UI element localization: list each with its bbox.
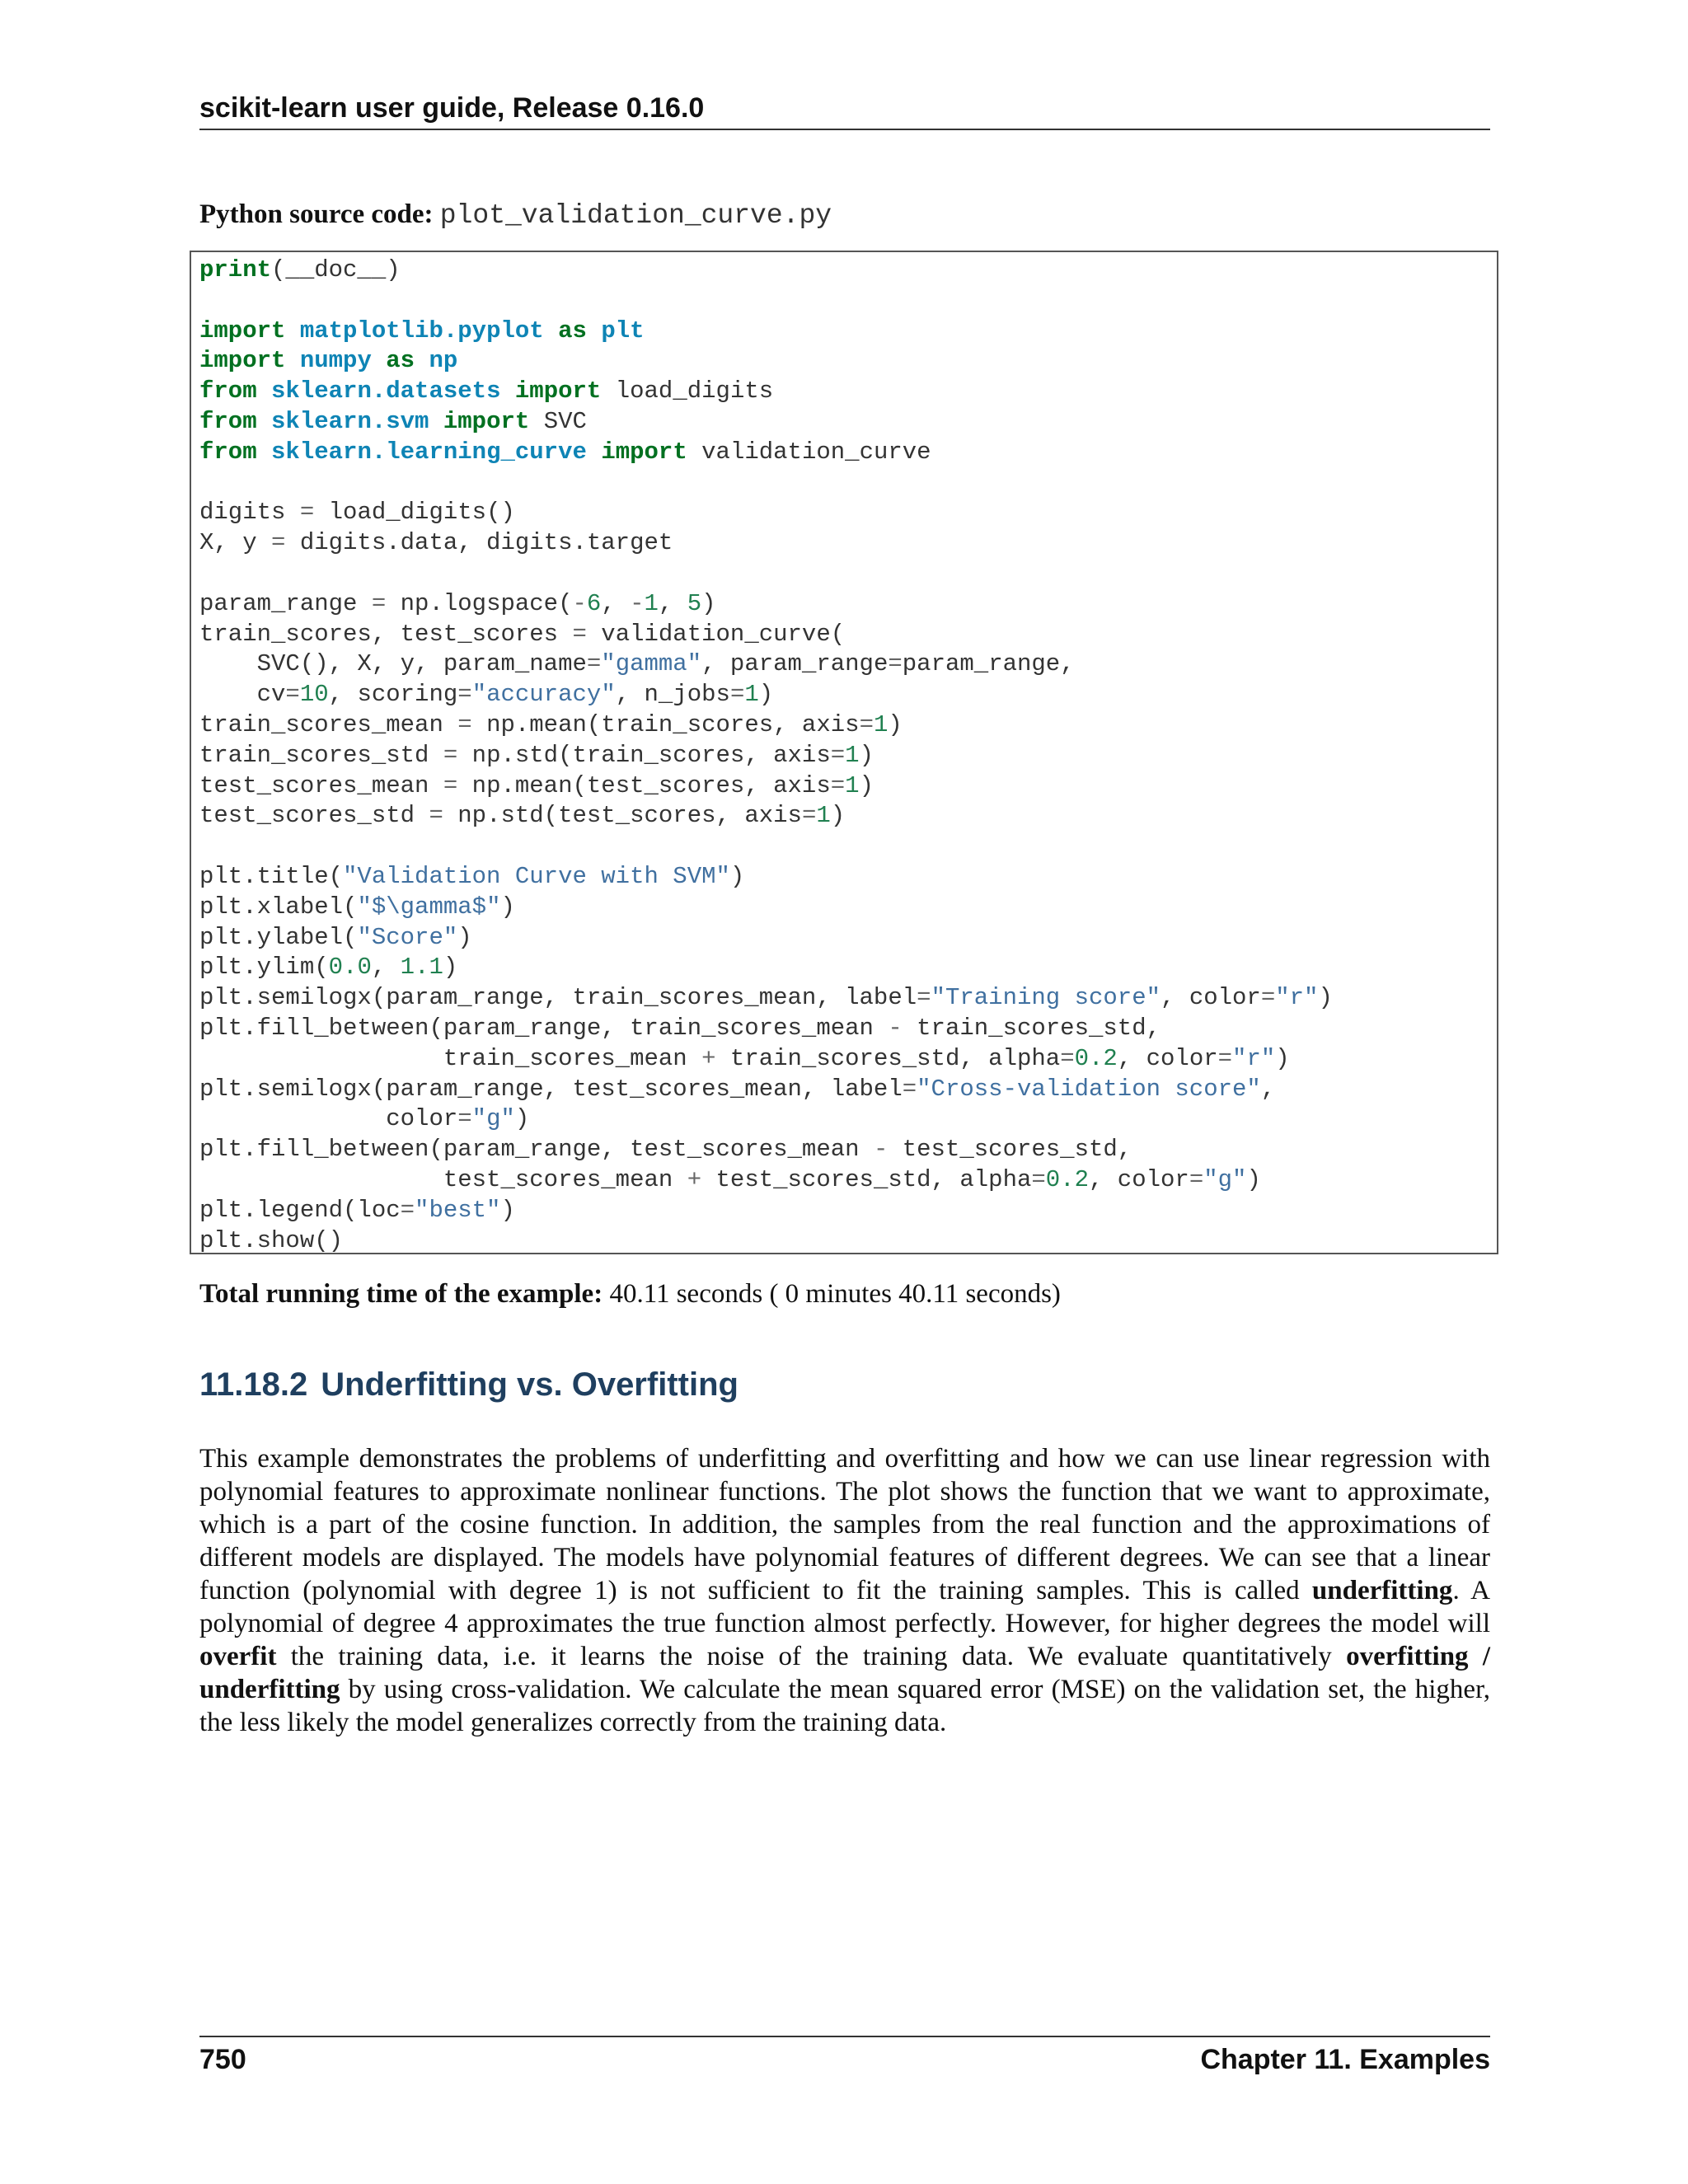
code-line: plt.semilogx(param_range, train_scores_mean, label="Training score", color="r"): [199, 984, 1333, 1012]
running-time: [199, 1279, 1061, 1310]
code-line: plt.ylim(0.0, 1.1): [199, 954, 458, 982]
footer-rule: [199, 2036, 1490, 2037]
code-line: digits = load_digits(): [199, 499, 515, 527]
code-line: test_scores_mean = np.mean(test_scores, axis=1): [199, 771, 874, 799]
code-line: plt.fill_between(param_range, train_scores_mean - train_scores_std,: [199, 1014, 1161, 1042]
page-number: 750: [199, 2044, 246, 2075]
code-line: plt.title("Validation Curve with SVM"): [199, 862, 745, 890]
code-line: X, y = digits.data, digits.target: [199, 529, 673, 557]
code-line: train_scores_std = np.std(train_scores, axis=1): [199, 741, 874, 769]
code-block: [199, 255, 1333, 1256]
code-line: from sklearn.learning_curve import validation_curve: [199, 438, 931, 466]
running-time-label: Total running time of the example:: [199, 1279, 603, 1309]
source-code-label: [199, 199, 832, 231]
running-header: scikit-learn user guide, Release 0.16.0: [199, 92, 705, 124]
source-filename: plot_validation_curve.py: [439, 200, 832, 231]
code-line: SVC(), X, y, param_name="gamma", param_range=param_range,: [199, 650, 1075, 678]
code-line: test_scores_std = np.std(test_scores, axis=1): [199, 802, 846, 830]
code-line: print(__doc__): [199, 256, 401, 284]
term-overfitting-underfitting: overfitting / underfitting: [199, 1642, 1490, 1704]
code-line: param_range = np.logspace(-6, -1, 5): [199, 589, 716, 617]
header-rule: [199, 129, 1490, 130]
code-block-frame: [190, 251, 1498, 1254]
code-line: plt.xlabel("$\gamma$"): [199, 893, 515, 921]
code-line: train_scores_mean + train_scores_std, alpha=0.2, color="r"): [199, 1044, 1290, 1072]
code-line: plt.show(): [199, 1226, 344, 1254]
section-number: 11.18.2: [199, 1366, 308, 1403]
source-code-label-text: Python source code:: [199, 199, 434, 229]
paragraph-text-4: by using cross-validation. We calculate the mean squared error (MSE) on the validation set, the higher, the less likely the model generalizes correctly from the training data.: [199, 1675, 1490, 1737]
code-line: import matplotlib.pyplot as plt: [199, 316, 645, 344]
paragraph-text-1: This example demonstrates the problems of underfitting and overfitting and how we can use linear regression with polynomial features to approximate nonlinear functions. The plot shows the function that we want to approximate, which is a part of the cosine function. In addition, the samples from the real function and the approximations of different models are displayed. The models have polynomial features of different degrees. We can see that a linear function (polynomial with degree 1) is not sufficient to fit the training samples. This is called: [199, 1444, 1490, 1605]
paragraph-text-2: . A polynomial of degree 4 approximates the true function almost perfectly. However, for higher degrees the model will: [199, 1576, 1491, 1638]
term-overfit: overfit: [199, 1642, 277, 1671]
body-paragraph: [199, 1442, 1490, 1739]
code-line: color="g"): [199, 1105, 530, 1133]
section-title: Underfitting vs. Overfitting: [321, 1366, 738, 1403]
code-line: from sklearn.svm import SVC: [199, 407, 587, 435]
running-time-value: 40.11 seconds ( 0 minutes 40.11 seconds): [609, 1279, 1061, 1309]
code-line: plt.legend(loc="best"): [199, 1196, 515, 1224]
code-line: train_scores_mean = np.mean(train_scores, axis=1): [199, 710, 903, 738]
code-line: import numpy as np: [199, 347, 458, 375]
code-line: cv=10, scoring="accuracy", n_jobs=1): [199, 681, 774, 709]
term-underfitting: underfitting: [1311, 1576, 1453, 1605]
section-heading: [199, 1366, 738, 1404]
code-line: from sklearn.datasets import load_digits: [199, 377, 774, 405]
chapter-label: Chapter 11. Examples: [1200, 2044, 1490, 2075]
code-line: train_scores, test_scores = validation_curve(: [199, 620, 846, 648]
code-line: plt.fill_between(param_range, test_scores_mean - test_scores_std,: [199, 1136, 1132, 1164]
paragraph-text-3: the training data, i.e. it learns the noise of the training data. We evaluate quantitatively: [276, 1642, 1347, 1671]
code-line: plt.semilogx(param_range, test_scores_mean, label="Cross-validation score",: [199, 1075, 1276, 1103]
code-line: plt.ylabel("Score"): [199, 923, 472, 951]
code-line: test_scores_mean + test_scores_std, alpha=0.2, color="g"): [199, 1165, 1261, 1193]
